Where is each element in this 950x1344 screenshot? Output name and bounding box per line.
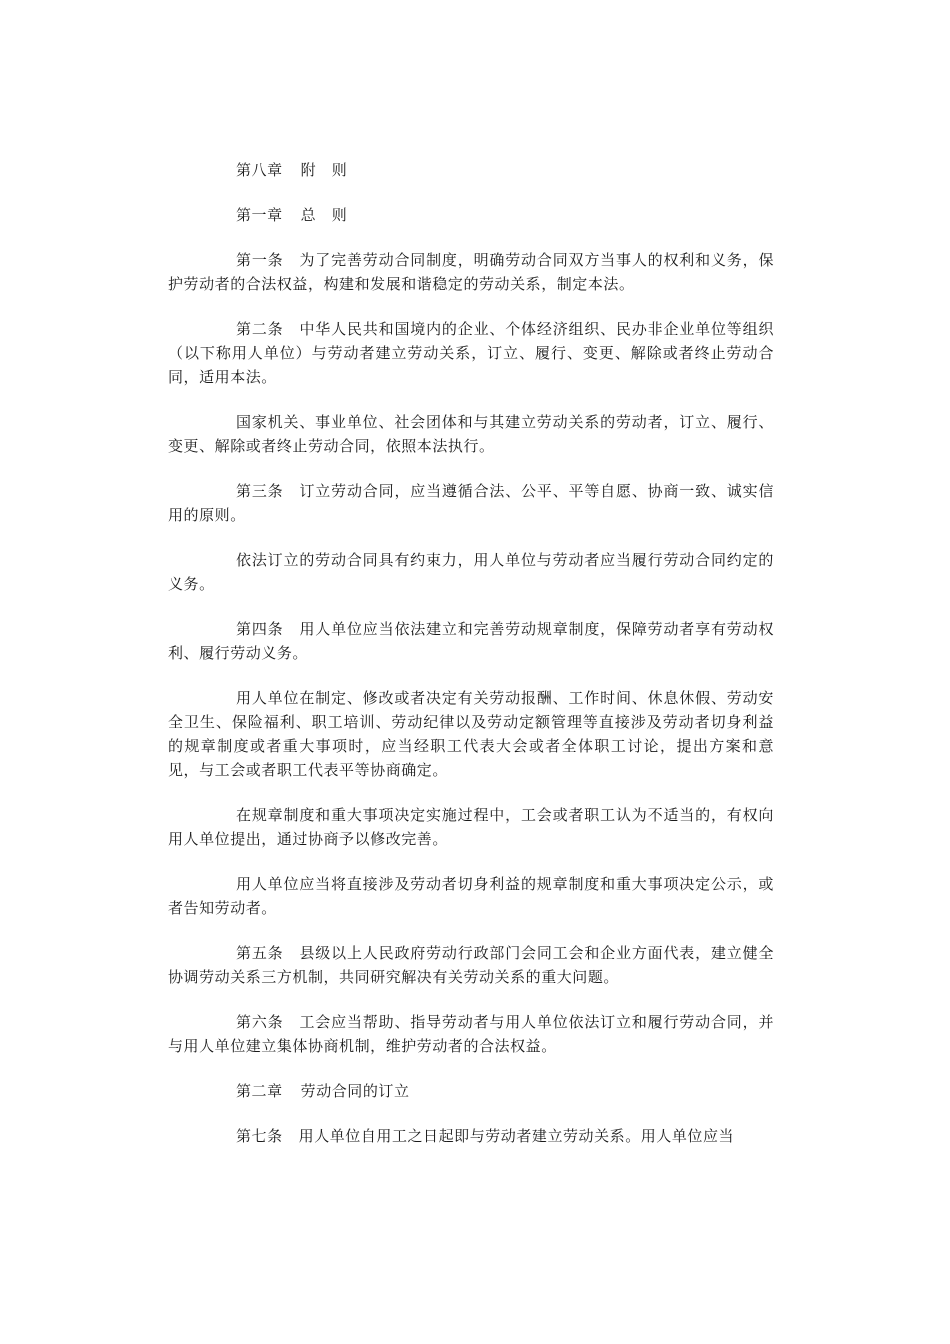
- chapter-heading-1: [168, 203, 774, 227]
- chapter-heading-8: [168, 158, 774, 182]
- paragraph-text: 在规章制度和重大事项决定实施过程中，工会或者职工认为不适当的，有权向用人单位提出，通过协商予以修改完善。: [168, 806, 774, 848]
- article-6: [168, 1010, 774, 1058]
- chapter-title: 劳动合同的订立: [300, 1082, 410, 1100]
- article-number: 第一条: [236, 251, 284, 269]
- article-text: 用人单位自用工之日起即与劳动者建立劳动关系。用人单位应当: [298, 1127, 735, 1145]
- paragraph-text: 国家机关、事业单位、社会团体和与其建立劳动关系的劳动者，订立、履行、变更、解除或者终止劳动合同，依照本法执行。: [168, 413, 774, 455]
- article-4-paragraph-2: [168, 686, 774, 782]
- article-2-paragraph-2: [168, 410, 774, 458]
- article-4-paragraph-3: [168, 803, 774, 851]
- article-number: 第五条: [236, 944, 284, 962]
- article-number: 第三条: [236, 482, 284, 500]
- article-text: 中华人民共和国境内的企业、个体经济组织、民办非企业单位等组织（以下称用人单位）与劳动者建立劳动关系，订立、履行、变更、解除或者终止劳动合同，适用本法。: [168, 320, 774, 386]
- article-3-paragraph-2: [168, 548, 774, 596]
- article-number: 第四条: [236, 620, 284, 638]
- chapter-heading-2: [168, 1079, 774, 1103]
- article-number: 第七条: [236, 1127, 283, 1145]
- chapter-title: 总 则: [300, 206, 348, 224]
- article-5: [168, 941, 774, 989]
- article-4-paragraph-4: [168, 872, 774, 920]
- chapter-number: 第二章: [236, 1082, 283, 1100]
- article-text: 用人单位应当依法建立和完善劳动规章制度，保障劳动者享有劳动权利、履行劳动义务。: [168, 620, 774, 662]
- article-text: 县级以上人民政府劳动行政部门会同工会和企业方面代表，建立健全协调劳动关系三方机制，共同研究解决有关劳动关系的重大问题。: [168, 944, 774, 986]
- article-3: [168, 479, 774, 527]
- article-text: 为了完善劳动合同制度，明确劳动合同双方当事人的权利和义务，保护劳动者的合法权益，构建和发展和谐稳定的劳动关系，制定本法。: [168, 251, 774, 293]
- article-7: [168, 1124, 774, 1148]
- paragraph-text: 依法订立的劳动合同具有约束力，用人单位与劳动者应当履行劳动合同约定的义务。: [168, 551, 774, 593]
- chapter-number: 第一章: [236, 206, 283, 224]
- chapter-title: 附 则: [300, 161, 348, 179]
- article-text: 工会应当帮助、指导劳动者与用人单位依法订立和履行劳动合同，并与用人单位建立集体协商机制，维护劳动者的合法权益。: [168, 1013, 774, 1055]
- document-page: [168, 158, 774, 1169]
- article-number: 第六条: [236, 1013, 284, 1031]
- article-number: 第二条: [236, 320, 284, 338]
- paragraph-text: 用人单位在制定、修改或者决定有关劳动报酬、工作时间、休息休假、劳动安全卫生、保险福利、职工培训、劳动纪律以及劳动定额管理等直接涉及劳动者切身利益的规章制度或者重大事项时，应当经职工代表大会或者全体职工讨论，提出方案和意见，与工会或者职工代表平等协商确定。: [168, 689, 774, 779]
- article-text: 订立劳动合同，应当遵循合法、公平、平等自愿、协商一致、诚实信用的原则。: [168, 482, 774, 524]
- article-2: [168, 317, 774, 389]
- article-4: [168, 617, 774, 665]
- article-1: [168, 248, 774, 296]
- paragraph-text: 用人单位应当将直接涉及劳动者切身利益的规章制度和重大事项决定公示，或者告知劳动者。: [168, 875, 774, 917]
- chapter-number: 第八章: [236, 161, 283, 179]
